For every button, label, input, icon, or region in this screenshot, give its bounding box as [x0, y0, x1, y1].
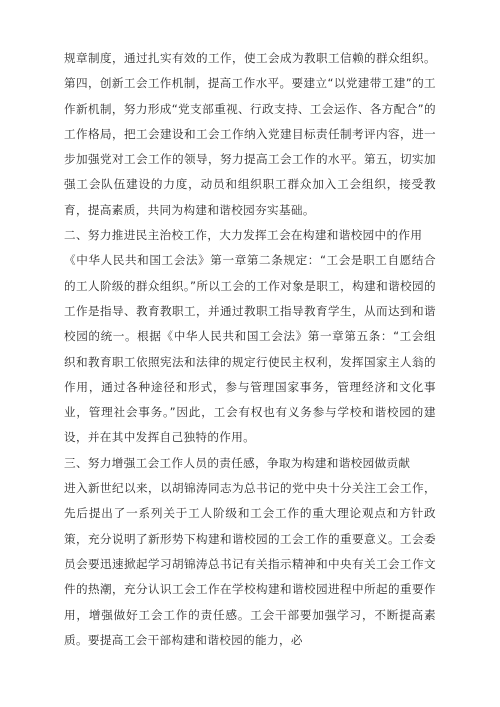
paragraph-union-mechanism: 规章制度，通过扎实有效的工作，使工会成为教职工信赖的群众组织。第四，创新工会工作机制，提高工作水平。要建立“以党建带工建”的工作新机制，努力形成“党支部重视、行政支持、工会运作、各方配合”的工作格局，把工会建设和工会工作纳入党建目标责任制考评内容，进一步加强党对工会工作的领导，努力提高工会工作的水平。第五，切实加强工会队伍建设的力度，动员和组织职工群众加入工会组织，接受教育，提高素质，共同为构建和谐校园夯实基础。: [64, 51, 436, 217]
section-heading-two: 二、努力推进民主治校工作，大力发挥工会在构建和谐校园中的作用: [64, 228, 423, 243]
paragraph-union-law: 《中华人民共和国工会法》第一章第二条规定：“工会是职工自愿结合的工人阶级的群众组织。”所以工会的工作对象是职工，构建和谐校园的工作是指导、教育教职工，并通过教职工指导教育学生，从而达到和谐校园的统一。根据《中华人民共和国工会法》第一章第五条：“工会组织和教育职工依照宪法和法律的规定行使民主权利，发挥国家主人翁的作用，通过各种途径和形式，参与管理国家事务，管理经济和文化事业，管理社会事务。”因此，工会有权也有义务参与学校和谐校园的建设，并在其中发挥自己独特的作用。: [64, 253, 436, 445]
document-page: [64, 46, 436, 653]
section-heading-three: 三、努力增强工会工作人员的责任感，争取为构建和谐校园做贡献: [64, 455, 411, 470]
paragraph-new-century: 进入新世纪以来，以胡锦涛同志为总书记的党中央十分关注工会工作，先后提出了一系列关于工人阶级和工会工作的重大理论观点和方针政策，充分说明了新形势下构建和谐校园的工会工作的重要意义。工会委员会要迅速掀起学习胡锦涛总书记有关指示精神和中央有关工会工作文件的热潮，充分认识工会工作在学校构建和谐校园进程中所起的重要作用，增强做好工会工作的责任感。工会干部要加强学习，不断提高素质。要提高工会干部构建和谐校园的能力，必: [64, 481, 436, 647]
